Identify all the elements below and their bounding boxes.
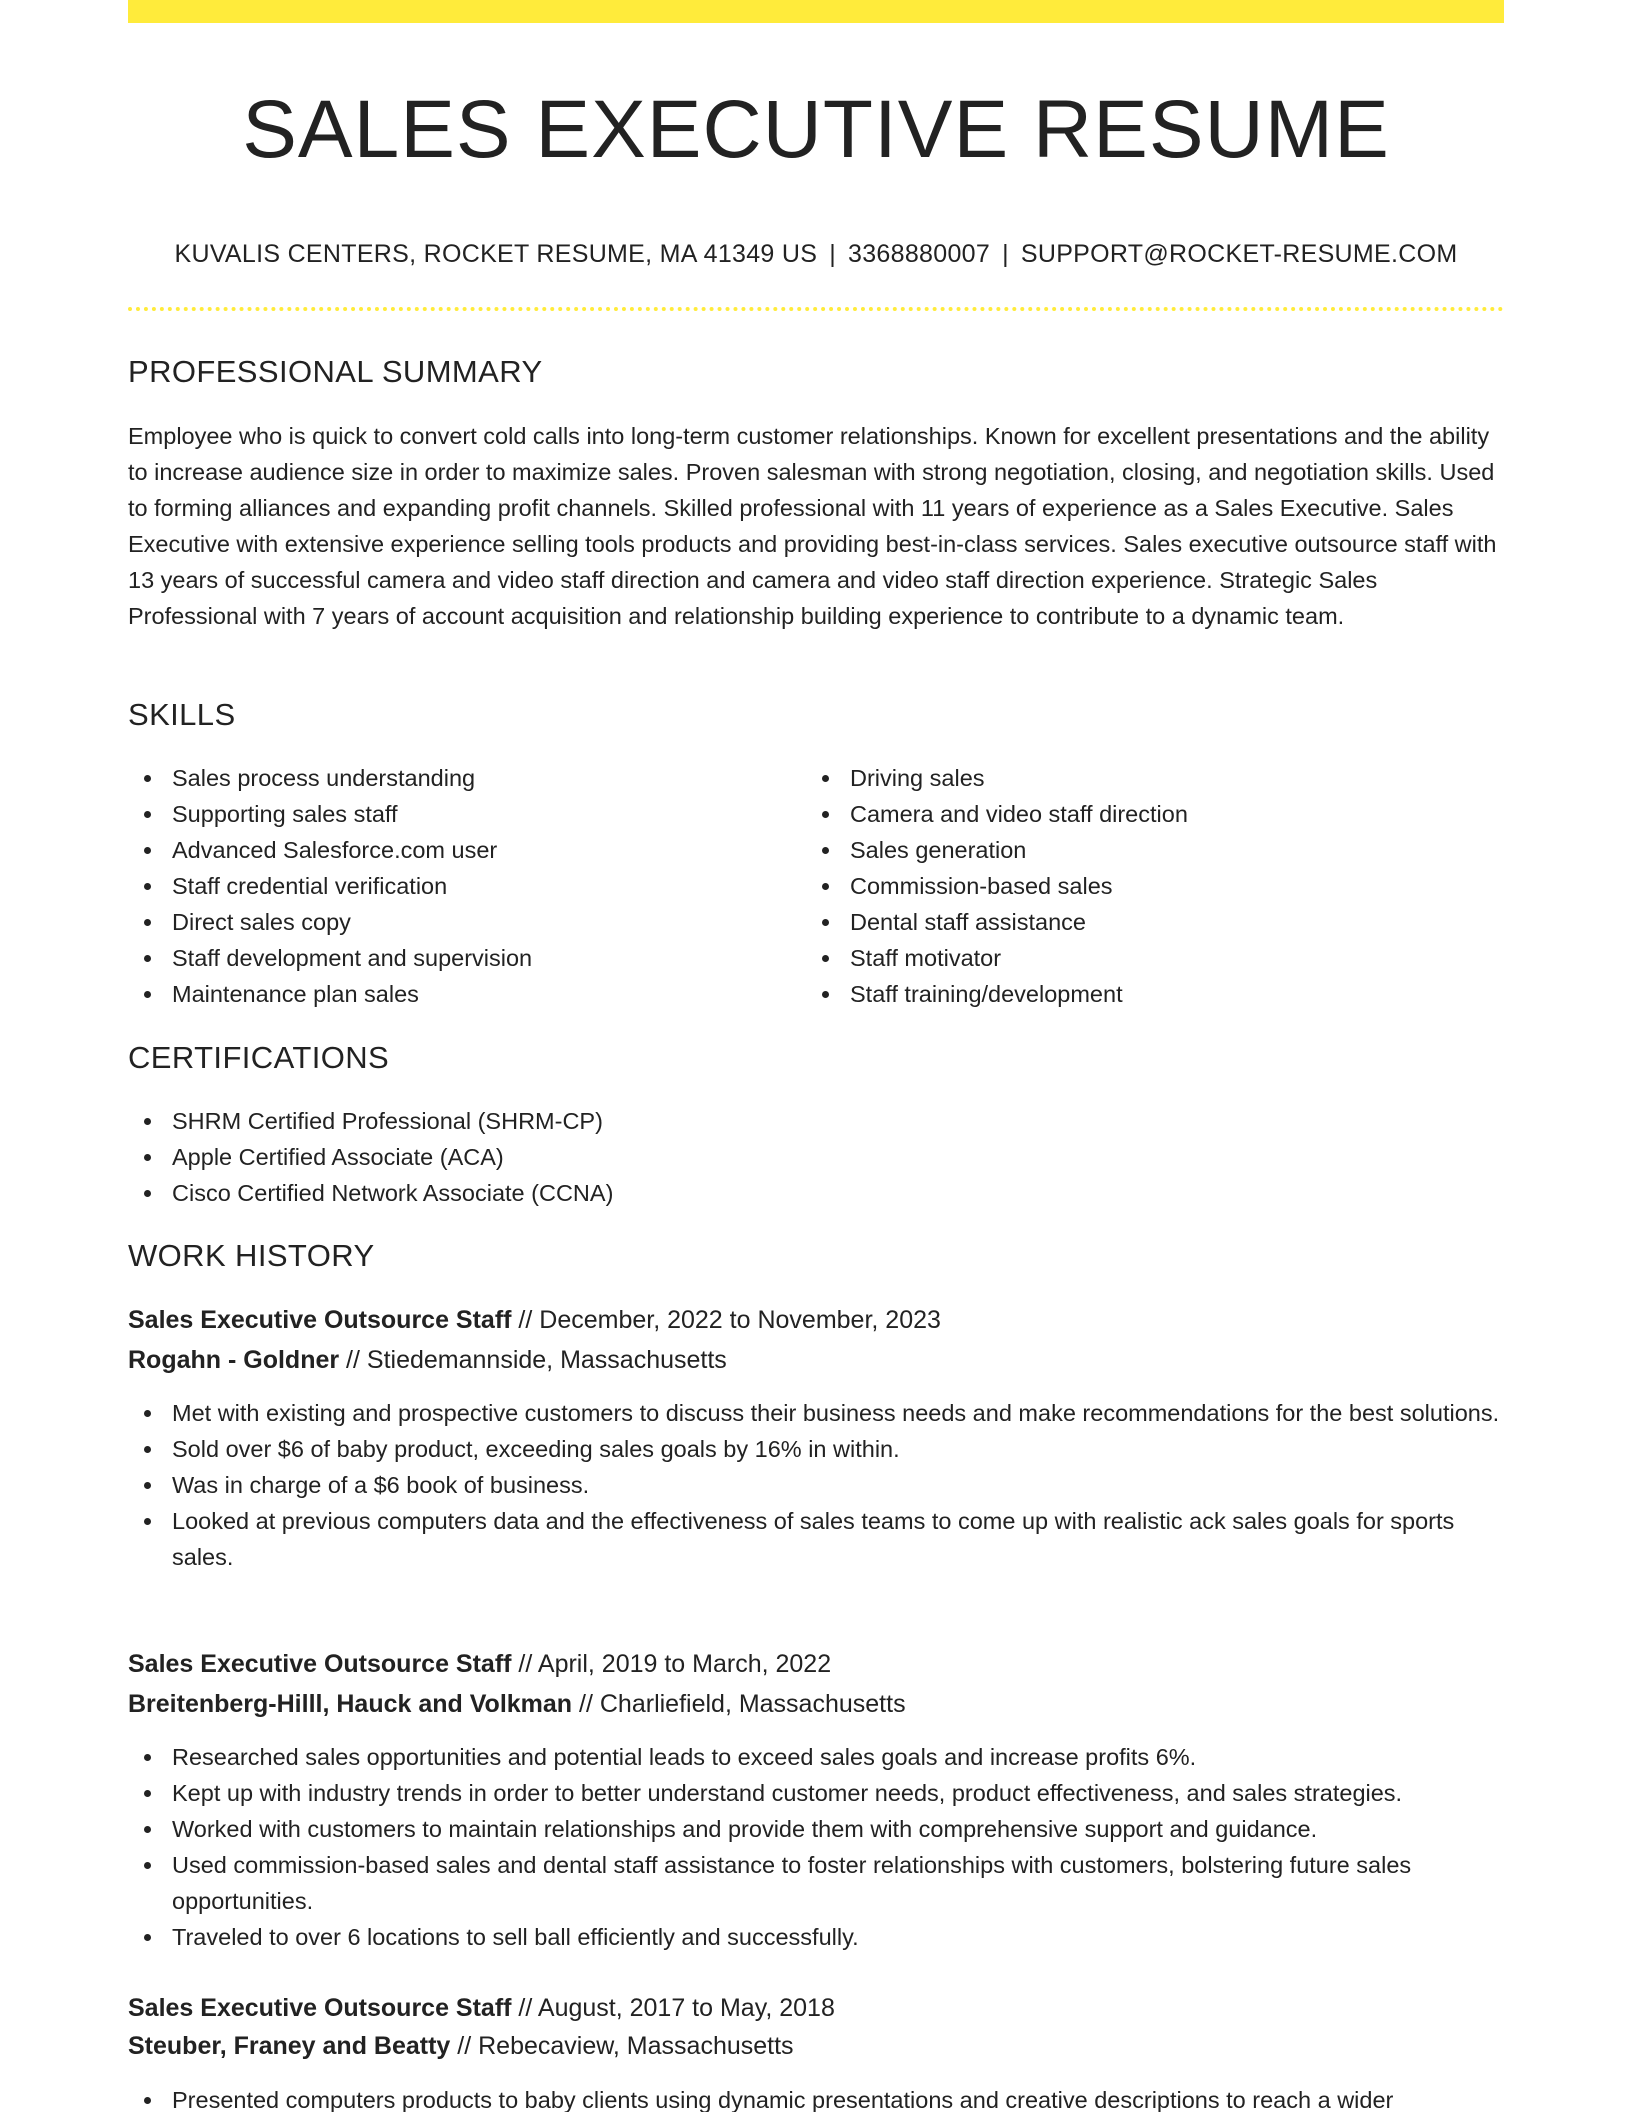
job-company-line: [128, 1342, 727, 1378]
contact-line: [128, 236, 1504, 272]
skill-item: Sales process understanding: [128, 760, 788, 796]
certification-item: Cisco Certified Network Associate (CCNA): [128, 1175, 1504, 1211]
resume-title: SALES EXECUTIVE RESUME: [242, 84, 1390, 175]
job-bullet: Traveled to over 6 locations to sell ball efficiently and successfully.: [128, 1919, 1504, 1955]
job-company-line: [128, 2028, 794, 2064]
job-bullet: Presented computers products to baby clients using dynamic presentations and creative descriptions to reach a wider: [128, 2082, 1504, 2112]
contact-phone: 3368880007: [848, 240, 991, 268]
skills-list-left: [128, 760, 788, 1012]
skill-item: Driving sales: [806, 760, 1466, 796]
certifications-list: [128, 1103, 1504, 1211]
skill-item: Staff training/development: [806, 976, 1466, 1012]
job-bullet: Researched sales opportunities and potential leads to exceed sales goals and increase profits 6%.: [128, 1739, 1504, 1775]
job-title-line: [128, 1990, 835, 2026]
job-title-line: [128, 1302, 941, 1338]
job-company-line: [128, 1686, 906, 1722]
skill-item: Supporting sales staff: [128, 796, 788, 832]
header-divider: [128, 307, 1504, 311]
job-location: // Stiedemannside, Massachusetts: [339, 1346, 727, 1374]
job-company: Breitenberg-Hilll, Hauck and Volkman: [128, 1690, 573, 1718]
job-bullet: Used commission-based sales and dental staff assistance to foster relationships with customers, bolstering future sales opportunities.: [128, 1847, 1504, 1919]
skill-item: Staff development and supervision: [128, 940, 788, 976]
skill-item: Staff motivator: [806, 940, 1466, 976]
job-company: Steuber, Franey and Beatty: [128, 2032, 451, 2060]
contact-address: KUVALIS CENTERS, ROCKET RESUME, MA 41349 US: [174, 240, 818, 268]
job-dates: // April, 2019 to March, 2022: [511, 1650, 832, 1678]
job-bullet: Met with existing and prospective customers to discuss their business needs and make recommendations for the best solutions.: [128, 1395, 1504, 1431]
skill-item: Dental staff assistance: [806, 904, 1466, 940]
job-company: Rogahn - Goldner: [128, 1346, 340, 1374]
contact-separator: |: [829, 240, 837, 268]
job-bullets: [128, 2082, 1504, 2112]
contact-email: SUPPORT@ROCKET-RESUME.COM: [1020, 240, 1458, 268]
skill-item: Direct sales copy: [128, 904, 788, 940]
job-bullets: [128, 1395, 1504, 1575]
job-title: Sales Executive Outsource Staff: [128, 1994, 512, 2022]
job-bullet: Kept up with industry trends in order to better understand customer needs, product effectiveness, and sales strategies.: [128, 1775, 1504, 1811]
skill-item: Maintenance plan sales: [128, 976, 788, 1012]
skills-list-right: [806, 760, 1466, 1012]
skill-item: Commission-based sales: [806, 868, 1466, 904]
job-title-line: [128, 1646, 831, 1682]
skill-item: Sales generation: [806, 832, 1466, 868]
skill-item: Camera and video staff direction: [806, 796, 1466, 832]
job-bullet: Worked with customers to maintain relationships and provide them with comprehensive support and guidance.: [128, 1811, 1504, 1847]
job-bullet: Sold over $6 of baby product, exceeding sales goals by 16% in within.: [128, 1431, 1504, 1467]
top-accent-bar: [128, 0, 1504, 23]
skills-heading: SKILLS: [128, 697, 236, 732]
job-bullets: [128, 1739, 1504, 1955]
skill-item: Staff credential verification: [128, 868, 788, 904]
skill-item: Advanced Salesforce.com user: [128, 832, 788, 868]
job-location: // Rebecaview, Massachusetts: [450, 2032, 794, 2060]
job-bullet: Looked at previous computers data and the effectiveness of sales teams to come up with realistic ack sales goals for sports sales.: [128, 1503, 1504, 1575]
summary-heading: PROFESSIONAL SUMMARY: [128, 354, 543, 389]
contact-separator: |: [1002, 240, 1009, 268]
job-location: // Charliefield, Massachusetts: [572, 1690, 906, 1718]
job-title: Sales Executive Outsource Staff: [128, 1306, 512, 1334]
job-title: Sales Executive Outsource Staff: [128, 1650, 512, 1678]
job-dates: // December, 2022 to November, 2023: [511, 1306, 941, 1334]
work-history-heading: WORK HISTORY: [128, 1238, 375, 1273]
certifications-heading: CERTIFICATIONS: [128, 1040, 390, 1075]
certification-item: Apple Certified Associate (ACA): [128, 1139, 1504, 1175]
summary-text: Employee who is quick to convert cold calls into long-term customer relationships. Known for excellent presentations and the ability to increase audience size in order to maximize sales. Proven salesman with strong negotiation, closing, and negotiation skills. Used to forming alliances and expanding profit channels. Skilled professional with 11 years of experience as a Sales Executive. Sales Executive with extensive experience selling tools products and providing best-in-class services. Sales executive outsource staff with 13 years of successful camera and video staff direction and camera and video staff direction experience. Strategic Sales Professional with 7 years of account acquisition and relationship building experience to contribute to a dynamic team.: [128, 423, 1497, 629]
job-dates: // August, 2017 to May, 2018: [511, 1994, 835, 2022]
certification-item: SHRM Certified Professional (SHRM-CP): [128, 1103, 1504, 1139]
job-bullet: Was in charge of a $6 book of business.: [128, 1467, 1504, 1503]
